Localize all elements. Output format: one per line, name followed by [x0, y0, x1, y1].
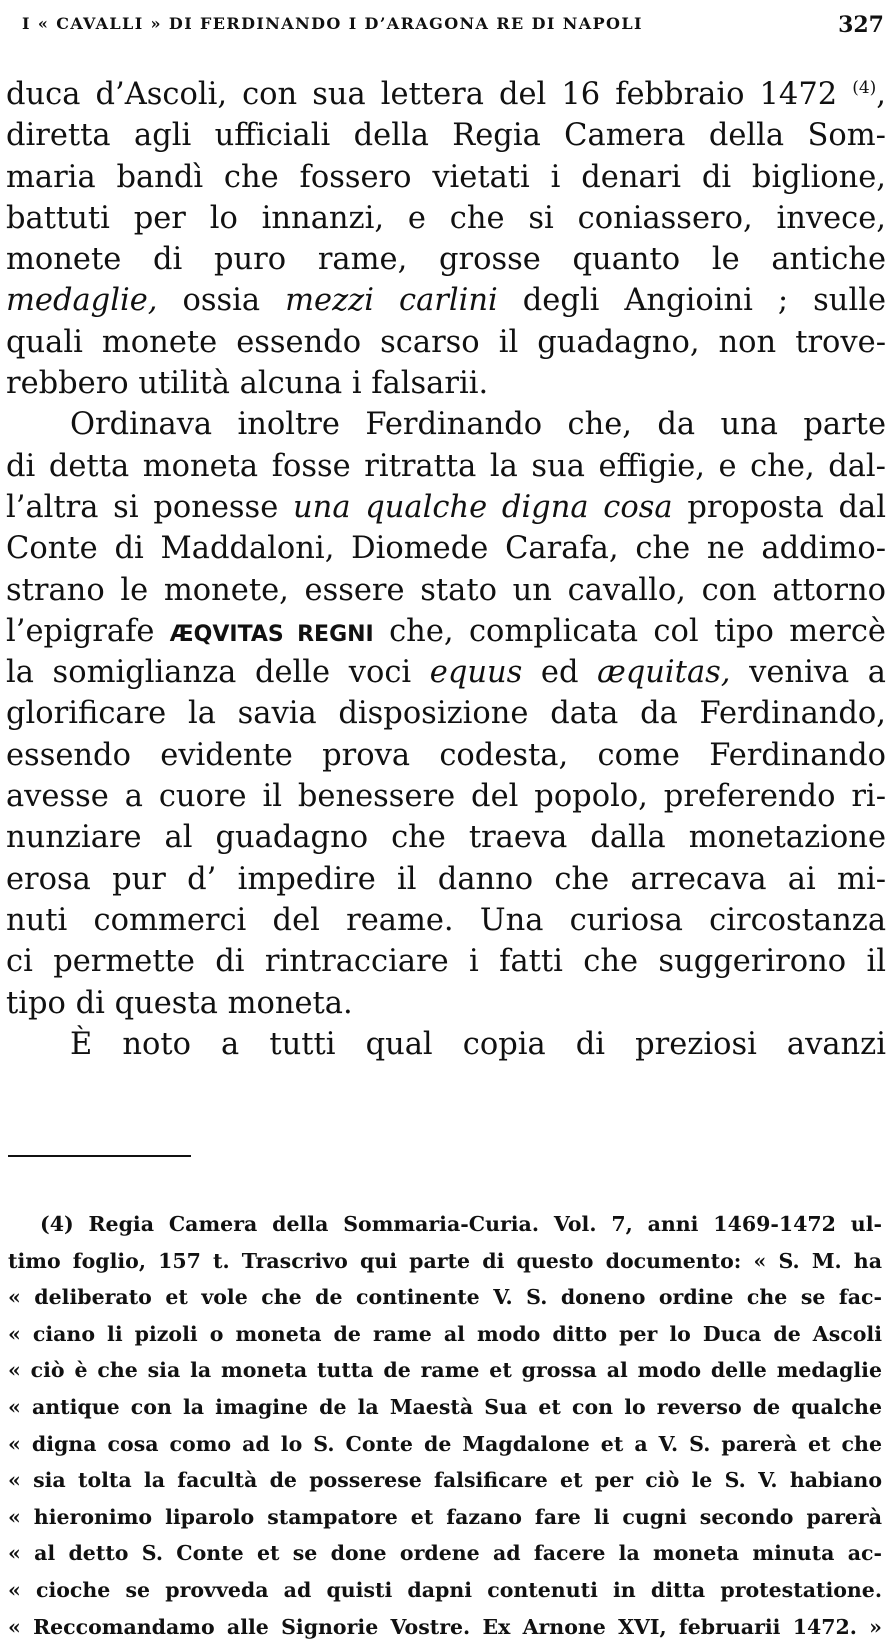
text-line: glorificare la savia disposizione data da Ferdinando,: [6, 696, 886, 732]
text-run: ,: [876, 77, 886, 112]
footnote-line: « cioche se provveda ad quisti dapni contenuti in ditta protestatione.: [8, 1577, 882, 1602]
text-line: essendo evidente prova codesta, come Ferdinando: [6, 737, 886, 773]
footnote-line: (4) Regia Camera della Sommaria-Curia. Vol. 7, anni 1469-1472 ul-: [40, 1212, 882, 1236]
text-line: [6, 74, 886, 115]
text-line: tipo di questa moneta.: [6, 985, 353, 1021]
italic-run: equus: [429, 655, 523, 691]
footnote-line: « sia tolta la facultà de posserese falsificare et per ciò le S. V. habiano: [8, 1468, 882, 1493]
text-run: ed: [522, 655, 598, 691]
text-line: [6, 487, 886, 528]
text-line: È noto a tutti qual copia di preziosi avanzi: [70, 1026, 886, 1062]
text-line: battuti per lo innanzi, e che si coniassero, invece,: [6, 200, 886, 236]
footnote-line: « digna cosa como ad lo S. Conte de Magdalone et a V. S. parerà et che: [8, 1431, 882, 1456]
text-line: diretta agli ufficiali della Regia Camera della Som-: [6, 118, 886, 154]
footnote-line: « al detto S. Conte et se done ordene ad facere la moneta minuta ac-: [8, 1541, 882, 1566]
text-line: erosa pur d’ impedire il danno che arrecava ai mi-: [6, 861, 886, 897]
text-line: quali monete essendo scarso il guadagno, non trove-: [6, 324, 886, 360]
text-line: Conte di Maddaloni, Diomede Carafa, che ne addimo-: [6, 531, 886, 567]
footnote-line: « hieronimo liparolo stampatore et fazano fare li cugni secondo parerà: [8, 1504, 882, 1529]
text-line: [6, 280, 886, 321]
page-number: 327: [838, 12, 884, 38]
text-line: di detta moneta fosse ritratta la sua effigie, e che, dal-: [6, 448, 886, 484]
italic-run: mezzi carlini: [285, 283, 498, 319]
text-line: monete di puro rame, grosse quanto le antiche: [6, 242, 886, 278]
body-text: [6, 74, 886, 1065]
text-run: ossia: [157, 283, 286, 319]
footnote-line: « Reccomandamo alle Signorie Vostre. Ex Arnone XVI, februarii 1472. »: [8, 1614, 882, 1639]
text-line: strano le monete, essere stato un cavallo, con attorno: [6, 572, 886, 608]
footnote-separator: [8, 1155, 191, 1157]
italic-run: medaglie,: [6, 283, 158, 319]
italic-run: æquitas,: [597, 655, 731, 691]
text-line: rebbero utilità alcuna i falsarii.: [6, 366, 489, 402]
text-line: Ordinava inoltre Ferdinando che, da una parte: [70, 407, 886, 443]
footnote: [8, 1206, 882, 1645]
text-run: proposta dal: [672, 489, 886, 525]
text-run: l’epigrafe: [6, 613, 170, 649]
text-line: [6, 652, 886, 693]
text-line: nuti commerci del reame. Una curiosa circostanza: [6, 902, 886, 938]
text-run: duca d’Ascoli, con sua lettera del 16 febbraio 1472: [6, 77, 853, 112]
text-run: la somiglianza delle voci: [6, 655, 430, 691]
text-run: veniva a: [730, 655, 886, 691]
text-line: maria bandì che fossero vietati i denari di biglione,: [6, 159, 886, 195]
text-run: l’altra si ponesse: [6, 489, 294, 525]
text-run: che, complicata col tipo mercè: [373, 613, 886, 649]
footnote-line: timo foglio, 157 t. Trascrivo qui parte di questo documento: « S. M. ha: [8, 1248, 882, 1273]
epigraph-text: ÆQVITAS REGNI: [169, 621, 374, 647]
running-title: I « CAVALLI » DI FERDINANDO I D’ARAGONA RE DI NAPOLI: [22, 14, 643, 33]
footnote-reference: (4): [852, 77, 877, 98]
text-run: degli Angioini ; sulle: [497, 283, 887, 319]
text-line: [6, 611, 886, 652]
footnote-line: « ciò è che sia la moneta tutta de rame et grossa al modo delle medaglie: [8, 1358, 882, 1383]
footnote-line: « deliberato et vole che de continente V. S. doneno ordine che se fac-: [8, 1285, 882, 1310]
text-line: ci permette di rintracciare i fatti che suggerirono il: [6, 944, 886, 980]
text-line: nunziare al guadagno che traeva dalla monetazione: [6, 820, 886, 856]
footnote-line: « ciano li pizoli o moneta de rame al modo ditto per lo Duca de Ascoli: [8, 1321, 882, 1346]
italic-run: una qualche digna cosa: [293, 489, 673, 525]
footnote-line: « antique con la imagine de la Maestà Sua et con lo reverso de qualche: [8, 1394, 882, 1419]
running-head: [0, 12, 890, 42]
text-line: avesse a cuore il benessere del popolo, preferendo ri-: [6, 779, 886, 815]
